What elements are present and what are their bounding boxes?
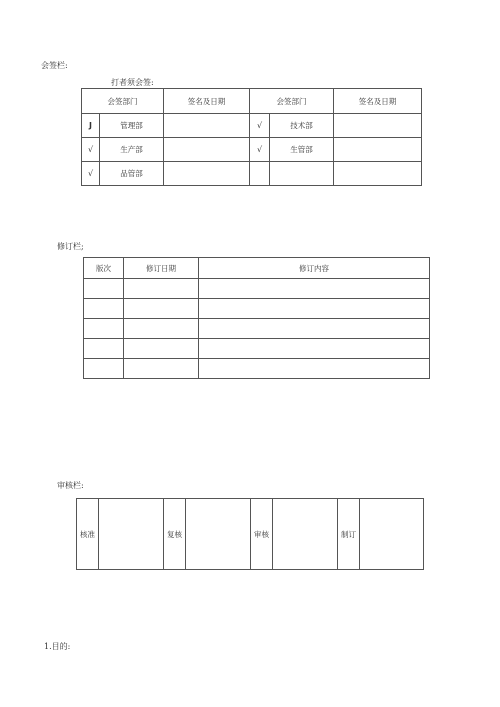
table-row: [84, 279, 430, 299]
table-row: [82, 138, 422, 162]
revision-header-version: 版次: [84, 258, 124, 279]
countersign-header-dept-left: 会签部门: [82, 89, 164, 114]
approve-signature-cell[interactable]: [99, 499, 164, 570]
revision-version-cell[interactable]: [84, 359, 124, 379]
check-mark: √: [250, 114, 270, 138]
check-mark: √: [82, 138, 100, 162]
dept-name: 技术部: [270, 114, 334, 138]
revision-date-cell[interactable]: [124, 279, 199, 299]
check-mark: J: [82, 114, 100, 138]
review-signature-cell[interactable]: [273, 499, 338, 570]
dept-name: 品管部: [100, 162, 164, 186]
table-row: [84, 299, 430, 319]
signature-cell[interactable]: [334, 138, 422, 162]
review-heading: 审核栏:: [57, 481, 84, 490]
revision-content-cell[interactable]: [199, 279, 430, 299]
recheck-signature-cell[interactable]: [186, 499, 251, 570]
revision-header-date: 修订日期: [124, 258, 199, 279]
review-row: [77, 499, 424, 570]
revision-table: [83, 257, 430, 379]
revision-content-cell[interactable]: [199, 299, 430, 319]
review-table: [76, 498, 424, 570]
check-mark: [250, 162, 270, 186]
countersign-header-dept-right: 会签部门: [250, 89, 334, 114]
countersign-header-sign-left: 签名及日期: [164, 89, 250, 114]
check-mark: √: [82, 162, 100, 186]
table-row: [82, 162, 422, 186]
table-row: [82, 114, 422, 138]
signature-cell[interactable]: [164, 114, 250, 138]
table-row: [84, 339, 430, 359]
dept-name: 管理部: [100, 114, 164, 138]
countersign-header-row: [82, 89, 422, 114]
table-row: [84, 359, 430, 379]
revision-date-cell[interactable]: [124, 359, 199, 379]
draft-signature-cell[interactable]: [360, 499, 424, 570]
signature-cell[interactable]: [164, 162, 250, 186]
signature-cell[interactable]: [334, 114, 422, 138]
review-label: 审核: [251, 499, 273, 570]
dept-name: 生管部: [270, 138, 334, 162]
signature-cell[interactable]: [334, 162, 422, 186]
check-mark: √: [250, 138, 270, 162]
recheck-label: 复核: [164, 499, 186, 570]
approve-label: 核准: [77, 499, 99, 570]
revision-header-content: 修订内容: [199, 258, 430, 279]
dept-name: 生产部: [100, 138, 164, 162]
dept-name: [270, 162, 334, 186]
purpose-heading: 1.目的:: [44, 642, 71, 651]
revision-version-cell[interactable]: [84, 299, 124, 319]
signature-cell[interactable]: [164, 138, 250, 162]
revision-version-cell[interactable]: [84, 279, 124, 299]
revision-version-cell[interactable]: [84, 339, 124, 359]
revision-header-row: [84, 258, 430, 279]
revision-content-cell[interactable]: [199, 319, 430, 339]
countersign-heading: 会签栏:: [41, 61, 68, 70]
revision-heading: 修订栏;: [57, 242, 84, 251]
draft-label: 制订: [338, 499, 360, 570]
countersign-table: [81, 88, 422, 186]
revision-content-cell[interactable]: [199, 339, 430, 359]
revision-content-cell[interactable]: [199, 359, 430, 379]
revision-date-cell[interactable]: [124, 339, 199, 359]
countersign-sub-heading: 打者须会签:: [111, 78, 154, 87]
countersign-header-sign-right: 签名及日期: [334, 89, 422, 114]
revision-version-cell[interactable]: [84, 319, 124, 339]
revision-date-cell[interactable]: [124, 299, 199, 319]
revision-date-cell[interactable]: [124, 319, 199, 339]
table-row: [84, 319, 430, 339]
